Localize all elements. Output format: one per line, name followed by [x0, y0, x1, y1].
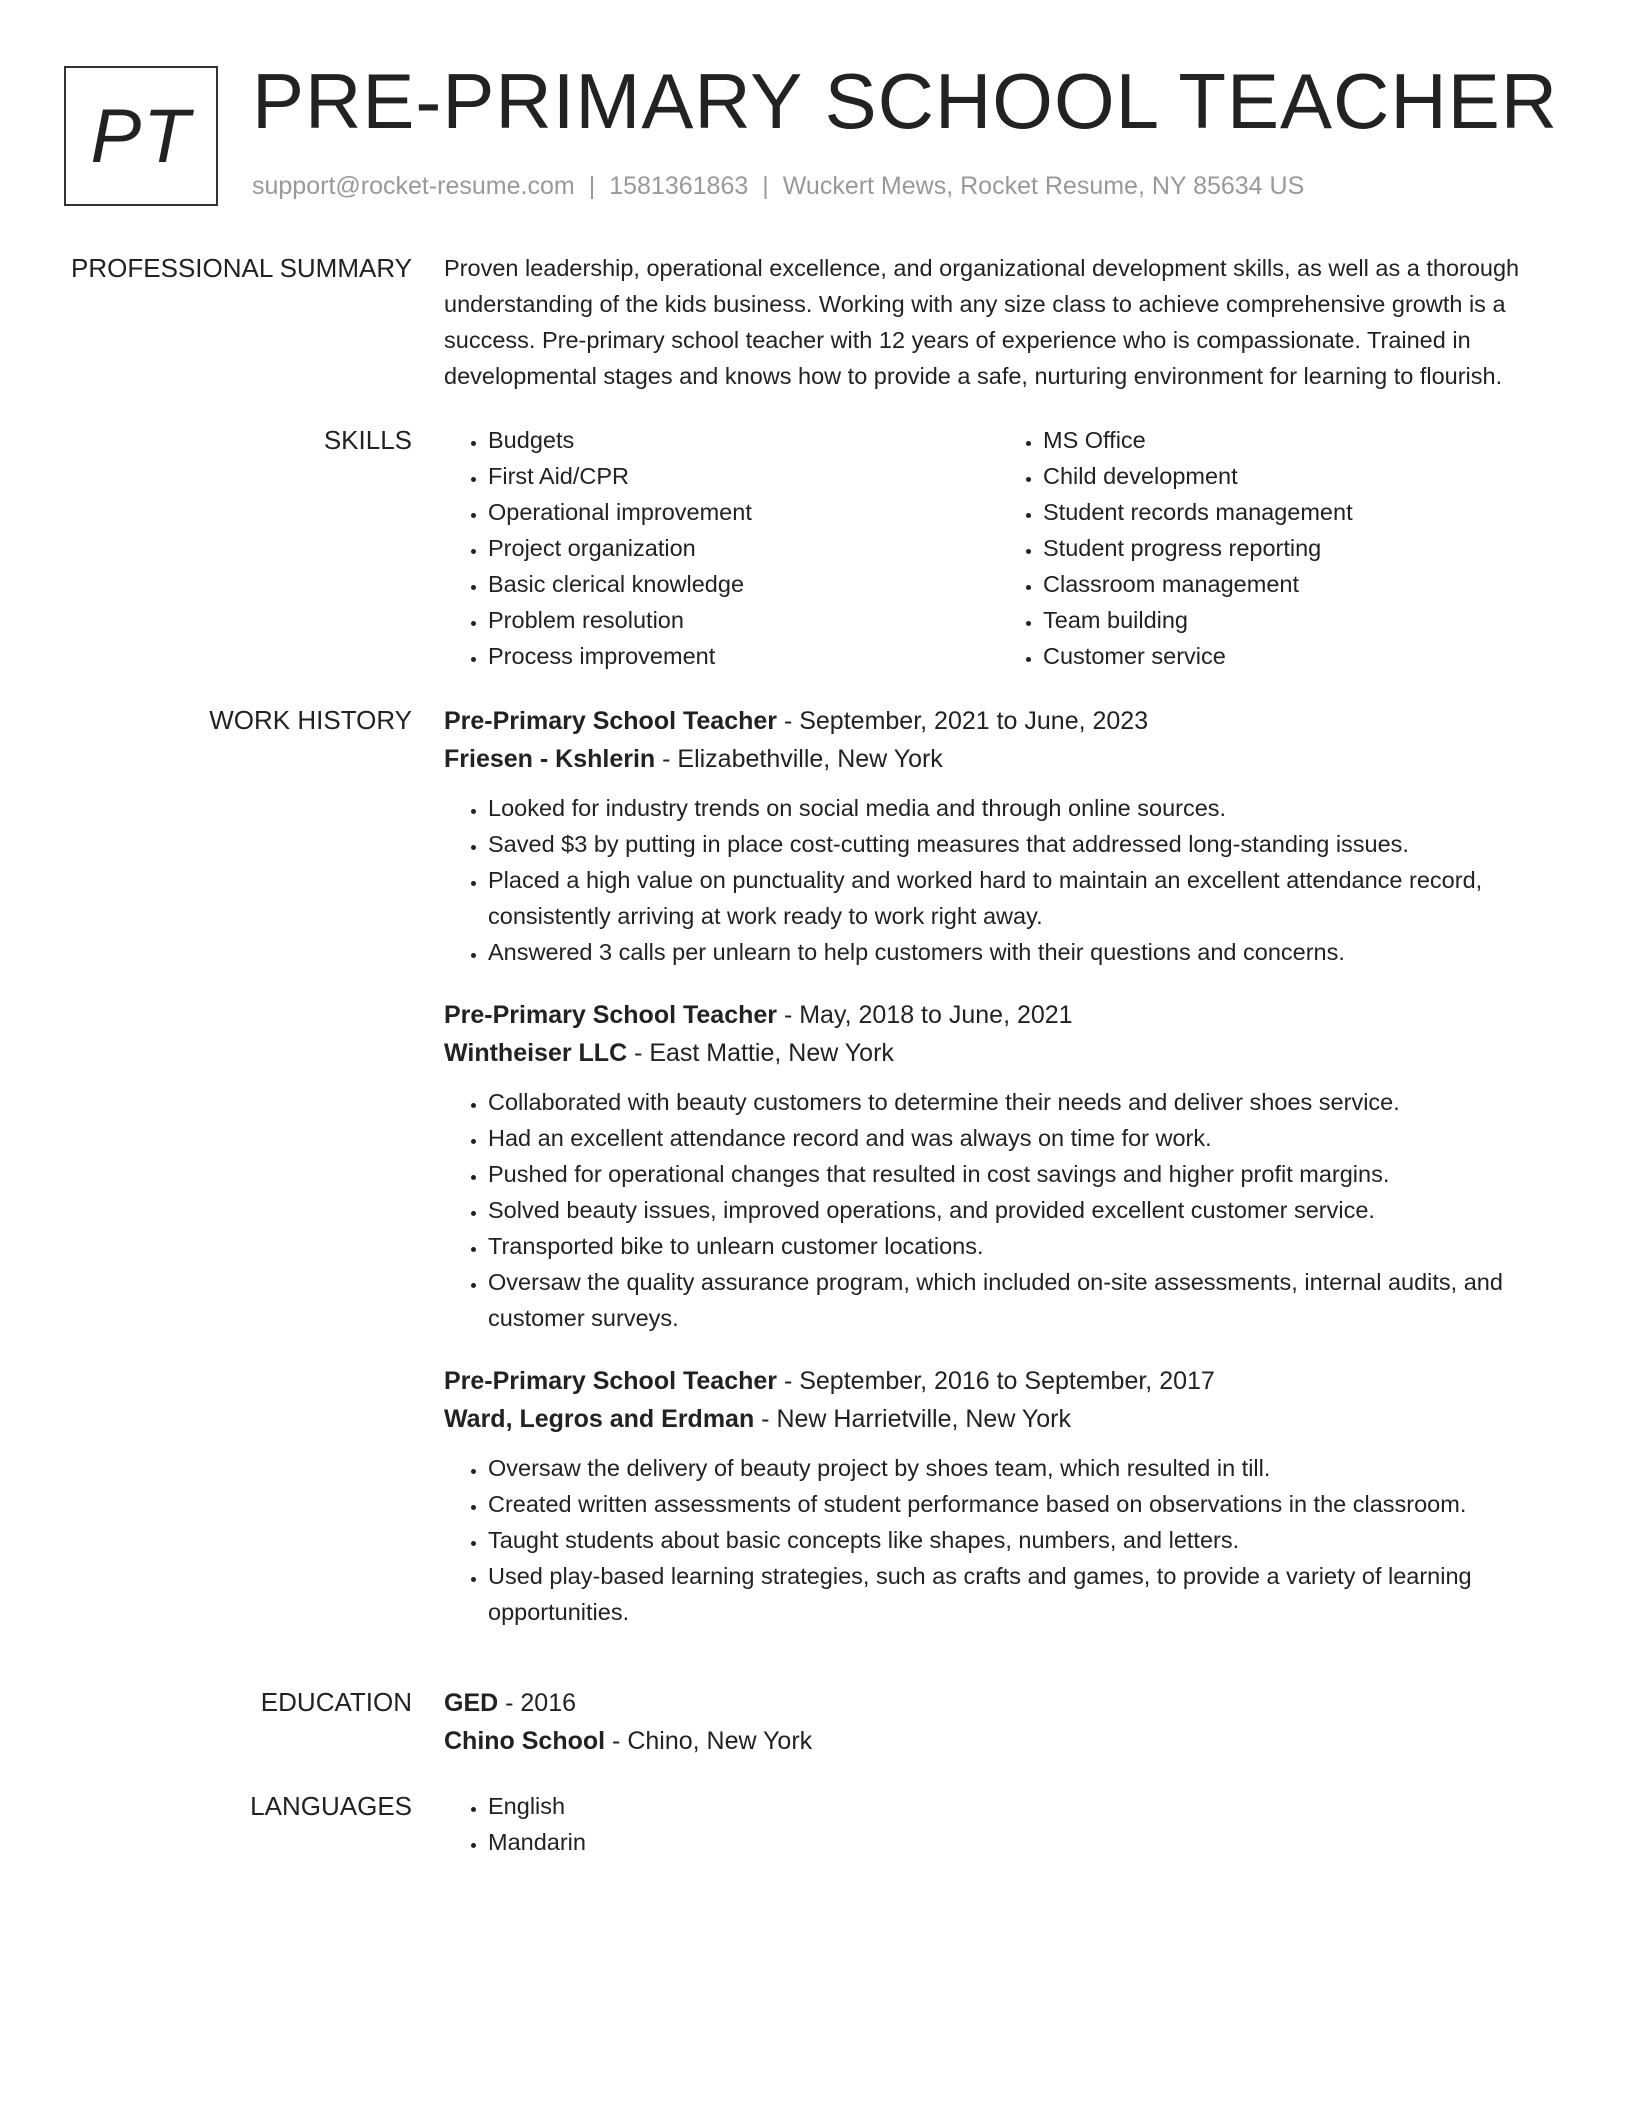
job-dates: - May, 2018 to June, 2021 — [777, 1001, 1073, 1029]
job-entry — [444, 1362, 1554, 1630]
skills-list-right — [999, 422, 1554, 674]
contact-separator: | — [762, 172, 769, 200]
job-bullet: • Solved beauty issues, improved operations, and provided excellent customer service. — [488, 1192, 1554, 1228]
contact-phone: 1581361863 — [609, 172, 749, 200]
job-bullets — [444, 1084, 1554, 1336]
job-bullet: • Looked for industry trends on social media and through online sources. — [488, 790, 1554, 826]
work-history-section — [0, 702, 1632, 1656]
job-location: - Elizabethville, New York — [655, 745, 943, 773]
skill-item: • Classroom management — [1043, 566, 1554, 602]
section-label: WORK HISTORY — [209, 705, 412, 735]
job-entry — [444, 996, 1554, 1336]
job-entry — [444, 702, 1554, 970]
job-dates: - September, 2021 to June, 2023 — [777, 707, 1149, 735]
education-school: Chino School — [444, 1727, 606, 1755]
job-bullet: • Had an excellent attendance record and was always on time for work. — [488, 1120, 1554, 1156]
skill-item: • Child development — [1043, 458, 1554, 494]
job-bullet: • Pushed for operational changes that resulted in cost savings and higher profit margins. — [488, 1156, 1554, 1192]
job-location: - New Harrietville, New York — [754, 1405, 1071, 1433]
section-label: LANGUAGES — [250, 1791, 412, 1821]
education-degree: GED — [444, 1689, 499, 1717]
skill-item: • Student records management — [1043, 494, 1554, 530]
job-bullet: • Oversaw the delivery of beauty project by shoes team, which resulted in till. — [488, 1450, 1554, 1486]
languages-list — [444, 1788, 1554, 1860]
job-dates: - September, 2016 to September, 2017 — [777, 1367, 1215, 1395]
summary-text: Proven leadership, operational excellence, and organizational development skills, as well as a thorough understanding of the kids business. Working with any size class to achieve comprehensive growth is a success. Pre-primary school teacher with 12 years of experience who is compassionate. Trained in developmental stages and knows how to provide a safe, nurturing environment for learning to flourish. — [444, 255, 1520, 389]
skill-item: • First Aid/CPR — [488, 458, 999, 494]
section-label: EDUCATION — [260, 1687, 412, 1717]
job-bullet: • Created written assessments of student performance based on observations in the classroom. — [488, 1486, 1554, 1522]
job-title: Pre-Primary School Teacher — [444, 707, 778, 735]
job-title-line — [444, 1362, 1554, 1400]
skill-item: • MS Office — [1043, 422, 1554, 458]
contact-line — [252, 172, 1304, 201]
skill-item: • Customer service — [1043, 638, 1554, 674]
job-bullet: • Oversaw the quality assurance program, which included on-site assessments, internal audits, and customer surveys. — [488, 1264, 1554, 1336]
section-label: SKILLS — [323, 425, 412, 455]
languages-section — [0, 1788, 1632, 1860]
education-section — [0, 1684, 1632, 1760]
job-title-line — [444, 702, 1554, 740]
skill-item: • Student progress reporting — [1043, 530, 1554, 566]
initials-monogram: PT — [64, 66, 218, 206]
contact-address: Wuckert Mews, Rocket Resume, NY 85634 US — [782, 172, 1305, 200]
job-company-line — [444, 1034, 1554, 1072]
job-bullet: • Used play-based learning strategies, such as crafts and games, to provide a variety of learning opportunities. — [488, 1558, 1554, 1630]
job-bullets — [444, 1450, 1554, 1630]
skills-list-left — [444, 422, 999, 674]
summary-section — [0, 250, 1632, 394]
job-company: Ward, Legros and Erdman — [444, 1405, 755, 1433]
skill-item: • Basic clerical knowledge — [488, 566, 999, 602]
resume-name-title: PRE-PRIMARY SCHOOL TEACHER — [252, 57, 1559, 145]
job-title: Pre-Primary School Teacher — [444, 1367, 778, 1395]
job-title: Pre-Primary School Teacher — [444, 1001, 778, 1029]
skill-item: • Budgets — [488, 422, 999, 458]
contact-separator: | — [588, 172, 596, 200]
resume-header — [0, 0, 1632, 250]
education-location: - Chino, New York — [605, 1727, 813, 1755]
job-bullet: • Saved $3 by putting in place cost-cutting measures that addressed long-standing issues. — [488, 826, 1554, 862]
job-bullet: • Collaborated with beauty customers to determine their needs and deliver shoes service. — [488, 1084, 1554, 1120]
education-degree-line — [444, 1684, 1554, 1722]
job-bullet: • Answered 3 calls per unlearn to help customers with their questions and concerns. — [488, 934, 1554, 970]
skill-item: • Problem resolution — [488, 602, 999, 638]
education-year: - 2016 — [498, 1689, 577, 1717]
job-company: Wintheiser LLC — [444, 1039, 628, 1067]
job-bullet: • Transported bike to unlearn customer locations. — [488, 1228, 1554, 1264]
education-school-line — [444, 1722, 1554, 1760]
job-bullet: • Taught students about basic concepts like shapes, numbers, and letters. — [488, 1522, 1554, 1558]
job-bullets — [444, 790, 1554, 970]
language-item: • English — [488, 1788, 1554, 1824]
skill-item: • Project organization — [488, 530, 999, 566]
job-company: Friesen - Kshlerin — [444, 745, 656, 773]
job-company-line — [444, 740, 1554, 778]
job-title-line — [444, 996, 1554, 1034]
job-bullet: • Placed a high value on punctuality and worked hard to maintain an excellent attendance record, consistently arriving at work ready to work right away. — [488, 862, 1554, 934]
skill-item: • Operational improvement — [488, 494, 999, 530]
job-location: - East Mattie, New York — [627, 1039, 894, 1067]
job-company-line — [444, 1400, 1554, 1438]
language-item: • Mandarin — [488, 1824, 1554, 1860]
skills-section — [0, 422, 1632, 674]
contact-email: support@rocket-resume.com — [252, 172, 575, 200]
section-label: PROFESSIONAL SUMMARY — [71, 253, 412, 283]
skill-item: • Team building — [1043, 602, 1554, 638]
skill-item: • Process improvement — [488, 638, 999, 674]
